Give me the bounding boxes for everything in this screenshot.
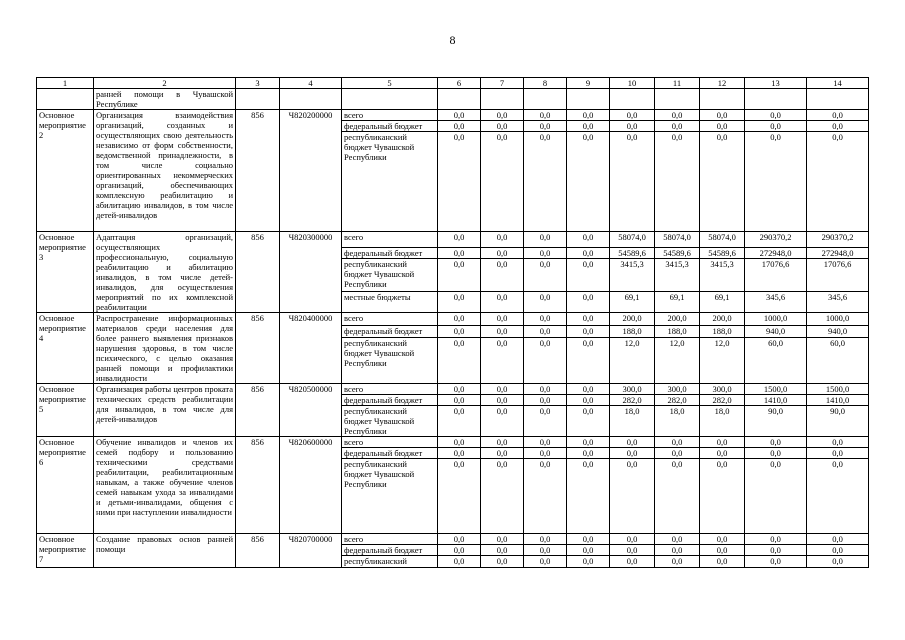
amount-cell: 0,0 xyxy=(745,534,807,545)
amount-cell: 0,0 xyxy=(524,556,567,568)
grbs-code: 856 xyxy=(236,313,280,384)
amount-cell: 0,0 xyxy=(567,384,610,395)
amount-cell: 0,0 xyxy=(524,110,567,121)
amount-cell: 0,0 xyxy=(700,132,745,232)
amount-cell: 188,0 xyxy=(610,325,655,338)
amount-cell: 0,0 xyxy=(438,247,481,259)
amount-cell: 1000,0 xyxy=(807,313,869,326)
page-number: 8 xyxy=(449,33,456,47)
amount-cell: 300,0 xyxy=(655,384,700,395)
amount-cell: 0,0 xyxy=(567,325,610,338)
amount-cell: 58074,0 xyxy=(655,232,700,248)
amount-cell: 69,1 xyxy=(700,291,745,312)
amount-cell: 0,0 xyxy=(745,448,807,459)
amount-cell: 0,0 xyxy=(807,459,869,534)
amount-cell: 0,0 xyxy=(567,448,610,459)
amount-cell: 0,0 xyxy=(700,459,745,534)
measure-description: Распространение информационных материалов среди населения для более раннего выявления признаков нарушения здоровья, в том числе психического, с целью оказания ранней помощи и профилактики инвалидности xyxy=(94,313,236,384)
amount-cell: 300,0 xyxy=(610,384,655,395)
amount-cell: 0,0 xyxy=(700,556,745,568)
amount-cell: 300,0 xyxy=(700,384,745,395)
amount-cell: 18,0 xyxy=(655,406,700,437)
amount-cell: 0,0 xyxy=(700,121,745,132)
funding-source: республиканский бюджет Чувашской Республики xyxy=(342,259,438,292)
amount-cell: 58074,0 xyxy=(610,232,655,248)
amount-cell: 0,0 xyxy=(481,534,524,545)
amount-cell: 0,0 xyxy=(524,545,567,556)
funding-source: республиканский бюджет Чувашской Республики xyxy=(342,338,438,384)
budget-code: Ч820400000 xyxy=(280,313,342,384)
amount-cell: 3415,3 xyxy=(655,259,700,292)
amount-cell: 54589,6 xyxy=(610,247,655,259)
funding-source: федеральный бюджет xyxy=(342,395,438,406)
amount-cell: 0,0 xyxy=(438,448,481,459)
amount-cell: 0,0 xyxy=(610,459,655,534)
amount-cell: 0,0 xyxy=(524,259,567,292)
table-row xyxy=(37,437,869,448)
amount-cell: 17076,6 xyxy=(745,259,807,292)
amount-cell: 18,0 xyxy=(610,406,655,437)
grbs-code: 856 xyxy=(236,232,280,313)
amount-cell: 0,0 xyxy=(700,545,745,556)
amount-cell: 940,0 xyxy=(745,325,807,338)
amount-cell: 0,0 xyxy=(438,534,481,545)
amount-cell: 0,0 xyxy=(610,534,655,545)
amount-cell: 0,0 xyxy=(438,232,481,248)
amount-cell: 0,0 xyxy=(481,325,524,338)
measure-description: Создание правовых основ ранней помощи xyxy=(94,534,236,568)
amount-cell: 188,0 xyxy=(700,325,745,338)
amount-cell: 282,0 xyxy=(655,395,700,406)
amount-cell: 0,0 xyxy=(524,437,567,448)
table-row xyxy=(37,110,869,121)
amount-cell: 200,0 xyxy=(610,313,655,326)
amount-cell: 60,0 xyxy=(745,338,807,384)
amount-cell: 0,0 xyxy=(524,448,567,459)
amount-cell: 3415,3 xyxy=(610,259,655,292)
amount-cell: 345,6 xyxy=(745,291,807,312)
amount-cell: 0,0 xyxy=(481,121,524,132)
amount-cell: 0,0 xyxy=(438,121,481,132)
amount-cell: 0,0 xyxy=(481,313,524,326)
amount-cell: 0,0 xyxy=(567,291,610,312)
amount-cell: 0,0 xyxy=(481,448,524,459)
amount-cell: 0,0 xyxy=(481,437,524,448)
amount-cell: 90,0 xyxy=(807,406,869,437)
funding-source: федеральный бюджет xyxy=(342,545,438,556)
amount-cell: 0,0 xyxy=(438,313,481,326)
amount-cell: 0,0 xyxy=(524,232,567,248)
amount-cell: 0,0 xyxy=(438,132,481,232)
funding-source: федеральный бюджет xyxy=(342,325,438,338)
amount-cell: 1410,0 xyxy=(745,395,807,406)
budget-code: Ч820500000 xyxy=(280,384,342,437)
amount-cell: 69,1 xyxy=(655,291,700,312)
amount-cell: 0,0 xyxy=(567,121,610,132)
funding-source: всего xyxy=(342,534,438,545)
amount-cell: 0,0 xyxy=(700,110,745,121)
column-number: 13 xyxy=(745,78,807,89)
amount-cell: 188,0 xyxy=(655,325,700,338)
amount-cell: 0,0 xyxy=(567,556,610,568)
amount-cell: 18,0 xyxy=(700,406,745,437)
measure-description: Обучение инвалидов и членов их семей подбору и пользованию техническими средствами реабилитации, реабилитационным навыкам, а также обучение членов семей навыкам ухода за инвалидами и детьми-инвалидами, общения с ними при наступлении инвалидности xyxy=(94,437,236,534)
funding-source: федеральный бюджет xyxy=(342,121,438,132)
amount-cell: 0,0 xyxy=(524,459,567,534)
amount-cell: 0,0 xyxy=(481,459,524,534)
budget-code: Ч820200000 xyxy=(280,110,342,232)
amount-cell: 0,0 xyxy=(438,325,481,338)
funding-source: федеральный бюджет xyxy=(342,247,438,259)
amount-cell: 60,0 xyxy=(807,338,869,384)
amount-cell: 0,0 xyxy=(524,291,567,312)
amount-cell: 200,0 xyxy=(700,313,745,326)
amount-cell: 0,0 xyxy=(524,384,567,395)
measure-label: Основное мероприятие 2 xyxy=(37,110,94,232)
funding-source: всего xyxy=(342,313,438,326)
grbs-code: 856 xyxy=(236,110,280,232)
amount-cell: 0,0 xyxy=(524,406,567,437)
column-number: 2 xyxy=(94,78,236,89)
grbs-code: 856 xyxy=(236,534,280,568)
column-number: 1 xyxy=(37,78,94,89)
amount-cell: 0,0 xyxy=(745,132,807,232)
continuation-text: ранней помощи в Чувашской Республике xyxy=(94,89,236,110)
column-number: 8 xyxy=(524,78,567,89)
amount-cell: 0,0 xyxy=(700,534,745,545)
measure-description: Организация взаимодействия организаций, созданных и осуществляющих свою деятельность независимо от форм собственности, ведомственной принадлежности, в том числе социально ориентированных некоммерческих организаций, обеспечивающих комплексную реабилитацию и абилитацию инвалидов, в том числе детей-инвалидов xyxy=(94,110,236,232)
amount-cell: 0,0 xyxy=(655,448,700,459)
amount-cell: 0,0 xyxy=(481,232,524,248)
continuation-row xyxy=(37,89,869,110)
column-number: 10 xyxy=(610,78,655,89)
amount-cell: 0,0 xyxy=(438,459,481,534)
amount-cell: 17076,6 xyxy=(807,259,869,292)
funding-source: всего xyxy=(342,110,438,121)
amount-cell: 58074,0 xyxy=(700,232,745,248)
amount-cell: 0,0 xyxy=(567,110,610,121)
measure-description: Адаптация организаций, осуществляющих профессиональную, социальную реабилитацию и абилитацию инвалидов, в том числе детей-инвалидов, для осуществления мероприятий по их комплексной реабилитации xyxy=(94,232,236,313)
amount-cell: 54589,6 xyxy=(655,247,700,259)
column-number: 4 xyxy=(280,78,342,89)
amount-cell: 0,0 xyxy=(807,110,869,121)
amount-cell: 0,0 xyxy=(745,110,807,121)
amount-cell: 0,0 xyxy=(610,448,655,459)
amount-cell: 0,0 xyxy=(807,132,869,232)
amount-cell: 0,0 xyxy=(481,556,524,568)
amount-cell: 282,0 xyxy=(700,395,745,406)
amount-cell: 0,0 xyxy=(481,395,524,406)
amount-cell: 0,0 xyxy=(567,132,610,232)
amount-cell: 69,1 xyxy=(610,291,655,312)
funding-source: всего xyxy=(342,384,438,395)
amount-cell: 0,0 xyxy=(807,556,869,568)
column-number: 14 xyxy=(807,78,869,89)
amount-cell: 0,0 xyxy=(438,395,481,406)
amount-cell: 0,0 xyxy=(610,545,655,556)
amount-cell: 0,0 xyxy=(567,545,610,556)
amount-cell: 0,0 xyxy=(567,534,610,545)
amount-cell: 0,0 xyxy=(807,545,869,556)
amount-cell: 0,0 xyxy=(655,437,700,448)
column-number: 6 xyxy=(438,78,481,89)
measure-label: Основное мероприятие 5 xyxy=(37,384,94,437)
amount-cell: 1500,0 xyxy=(745,384,807,395)
amount-cell: 0,0 xyxy=(655,459,700,534)
amount-cell: 0,0 xyxy=(807,534,869,545)
measure-description: Организация работы центров проката технических средств реабилитации для инвалидов, в том числе для детей-инвалидов xyxy=(94,384,236,437)
amount-cell: 0,0 xyxy=(567,247,610,259)
amount-cell: 0,0 xyxy=(481,338,524,384)
amount-cell: 0,0 xyxy=(745,556,807,568)
grbs-code: 856 xyxy=(236,384,280,437)
column-number: 3 xyxy=(236,78,280,89)
amount-cell: 290370,2 xyxy=(745,232,807,248)
funding-source: местные бюджеты xyxy=(342,291,438,312)
amount-cell: 0,0 xyxy=(745,437,807,448)
amount-cell: 0,0 xyxy=(567,437,610,448)
amount-cell: 0,0 xyxy=(700,448,745,459)
column-number: 5 xyxy=(342,78,438,89)
amount-cell: 0,0 xyxy=(610,437,655,448)
amount-cell: 0,0 xyxy=(481,545,524,556)
amount-cell: 1410,0 xyxy=(807,395,869,406)
amount-cell: 0,0 xyxy=(438,406,481,437)
budget-code: Ч820700000 xyxy=(280,534,342,568)
amount-cell: 0,0 xyxy=(481,259,524,292)
measure-label: Основное мероприятие 7 xyxy=(37,534,94,568)
amount-cell: 90,0 xyxy=(745,406,807,437)
amount-cell: 0,0 xyxy=(745,459,807,534)
funding-source: всего xyxy=(342,232,438,248)
column-number: 9 xyxy=(567,78,610,89)
amount-cell: 272948,0 xyxy=(745,247,807,259)
amount-cell: 0,0 xyxy=(700,437,745,448)
amount-cell: 0,0 xyxy=(655,556,700,568)
amount-cell: 272948,0 xyxy=(807,247,869,259)
amount-cell: 0,0 xyxy=(438,338,481,384)
amount-cell: 0,0 xyxy=(481,247,524,259)
amount-cell: 0,0 xyxy=(655,121,700,132)
funding-source: республиканский xyxy=(342,556,438,568)
amount-cell: 0,0 xyxy=(481,384,524,395)
measure-label: Основное мероприятие 4 xyxy=(37,313,94,384)
budget-table xyxy=(36,77,869,568)
amount-cell: 0,0 xyxy=(481,406,524,437)
measure-label: Основное мероприятие 6 xyxy=(37,437,94,534)
amount-cell: 0,0 xyxy=(567,259,610,292)
amount-cell: 0,0 xyxy=(524,325,567,338)
amount-cell: 0,0 xyxy=(610,110,655,121)
amount-cell: 0,0 xyxy=(610,132,655,232)
amount-cell: 0,0 xyxy=(438,259,481,292)
column-number: 11 xyxy=(655,78,700,89)
amount-cell: 0,0 xyxy=(438,437,481,448)
amount-cell: 12,0 xyxy=(700,338,745,384)
amount-cell: 0,0 xyxy=(567,313,610,326)
amount-cell: 0,0 xyxy=(524,338,567,384)
amount-cell: 282,0 xyxy=(610,395,655,406)
amount-cell: 0,0 xyxy=(567,338,610,384)
amount-cell: 0,0 xyxy=(807,437,869,448)
amount-cell: 0,0 xyxy=(567,395,610,406)
amount-cell: 0,0 xyxy=(745,121,807,132)
amount-cell: 0,0 xyxy=(524,534,567,545)
column-number: 7 xyxy=(481,78,524,89)
funding-source: федеральный бюджет xyxy=(342,448,438,459)
funding-source: республиканский бюджет Чувашской Республики xyxy=(342,406,438,437)
amount-cell: 54589,6 xyxy=(700,247,745,259)
amount-cell: 0,0 xyxy=(481,110,524,121)
amount-cell: 12,0 xyxy=(610,338,655,384)
amount-cell: 0,0 xyxy=(655,545,700,556)
table-row xyxy=(37,534,869,545)
amount-cell: 940,0 xyxy=(807,325,869,338)
amount-cell: 0,0 xyxy=(438,545,481,556)
amount-cell: 0,0 xyxy=(655,132,700,232)
amount-cell: 0,0 xyxy=(438,110,481,121)
amount-cell: 0,0 xyxy=(524,395,567,406)
table-row xyxy=(37,313,869,326)
amount-cell: 1000,0 xyxy=(745,313,807,326)
amount-cell: 0,0 xyxy=(610,121,655,132)
table-row xyxy=(37,384,869,395)
grbs-code: 856 xyxy=(236,437,280,534)
amount-cell: 3415,3 xyxy=(700,259,745,292)
amount-cell: 0,0 xyxy=(567,406,610,437)
amount-cell: 0,0 xyxy=(524,121,567,132)
amount-cell: 0,0 xyxy=(807,121,869,132)
budget-code: Ч820600000 xyxy=(280,437,342,534)
amount-cell: 345,6 xyxy=(807,291,869,312)
column-numbers-row xyxy=(37,78,869,89)
amount-cell: 0,0 xyxy=(524,247,567,259)
measure-label: Основное мероприятие 3 xyxy=(37,232,94,313)
amount-cell: 0,0 xyxy=(438,384,481,395)
amount-cell: 200,0 xyxy=(655,313,700,326)
amount-cell: 0,0 xyxy=(524,132,567,232)
amount-cell: 1500,0 xyxy=(807,384,869,395)
amount-cell: 0,0 xyxy=(807,448,869,459)
amount-cell: 0,0 xyxy=(567,232,610,248)
funding-source: республиканский бюджет Чувашской Республики xyxy=(342,132,438,232)
amount-cell: 290370,2 xyxy=(807,232,869,248)
amount-cell: 0,0 xyxy=(745,545,807,556)
amount-cell: 0,0 xyxy=(567,459,610,534)
amount-cell: 0,0 xyxy=(655,534,700,545)
amount-cell: 0,0 xyxy=(438,291,481,312)
amount-cell: 0,0 xyxy=(655,110,700,121)
funding-source: республиканский бюджет Чувашской Республики xyxy=(342,459,438,534)
amount-cell: 0,0 xyxy=(481,291,524,312)
amount-cell: 0,0 xyxy=(610,556,655,568)
amount-cell: 0,0 xyxy=(481,132,524,232)
amount-cell: 0,0 xyxy=(438,556,481,568)
amount-cell: 0,0 xyxy=(524,313,567,326)
funding-source: всего xyxy=(342,437,438,448)
budget-code: Ч820300000 xyxy=(280,232,342,313)
column-number: 12 xyxy=(700,78,745,89)
table-row xyxy=(37,232,869,248)
amount-cell: 12,0 xyxy=(655,338,700,384)
